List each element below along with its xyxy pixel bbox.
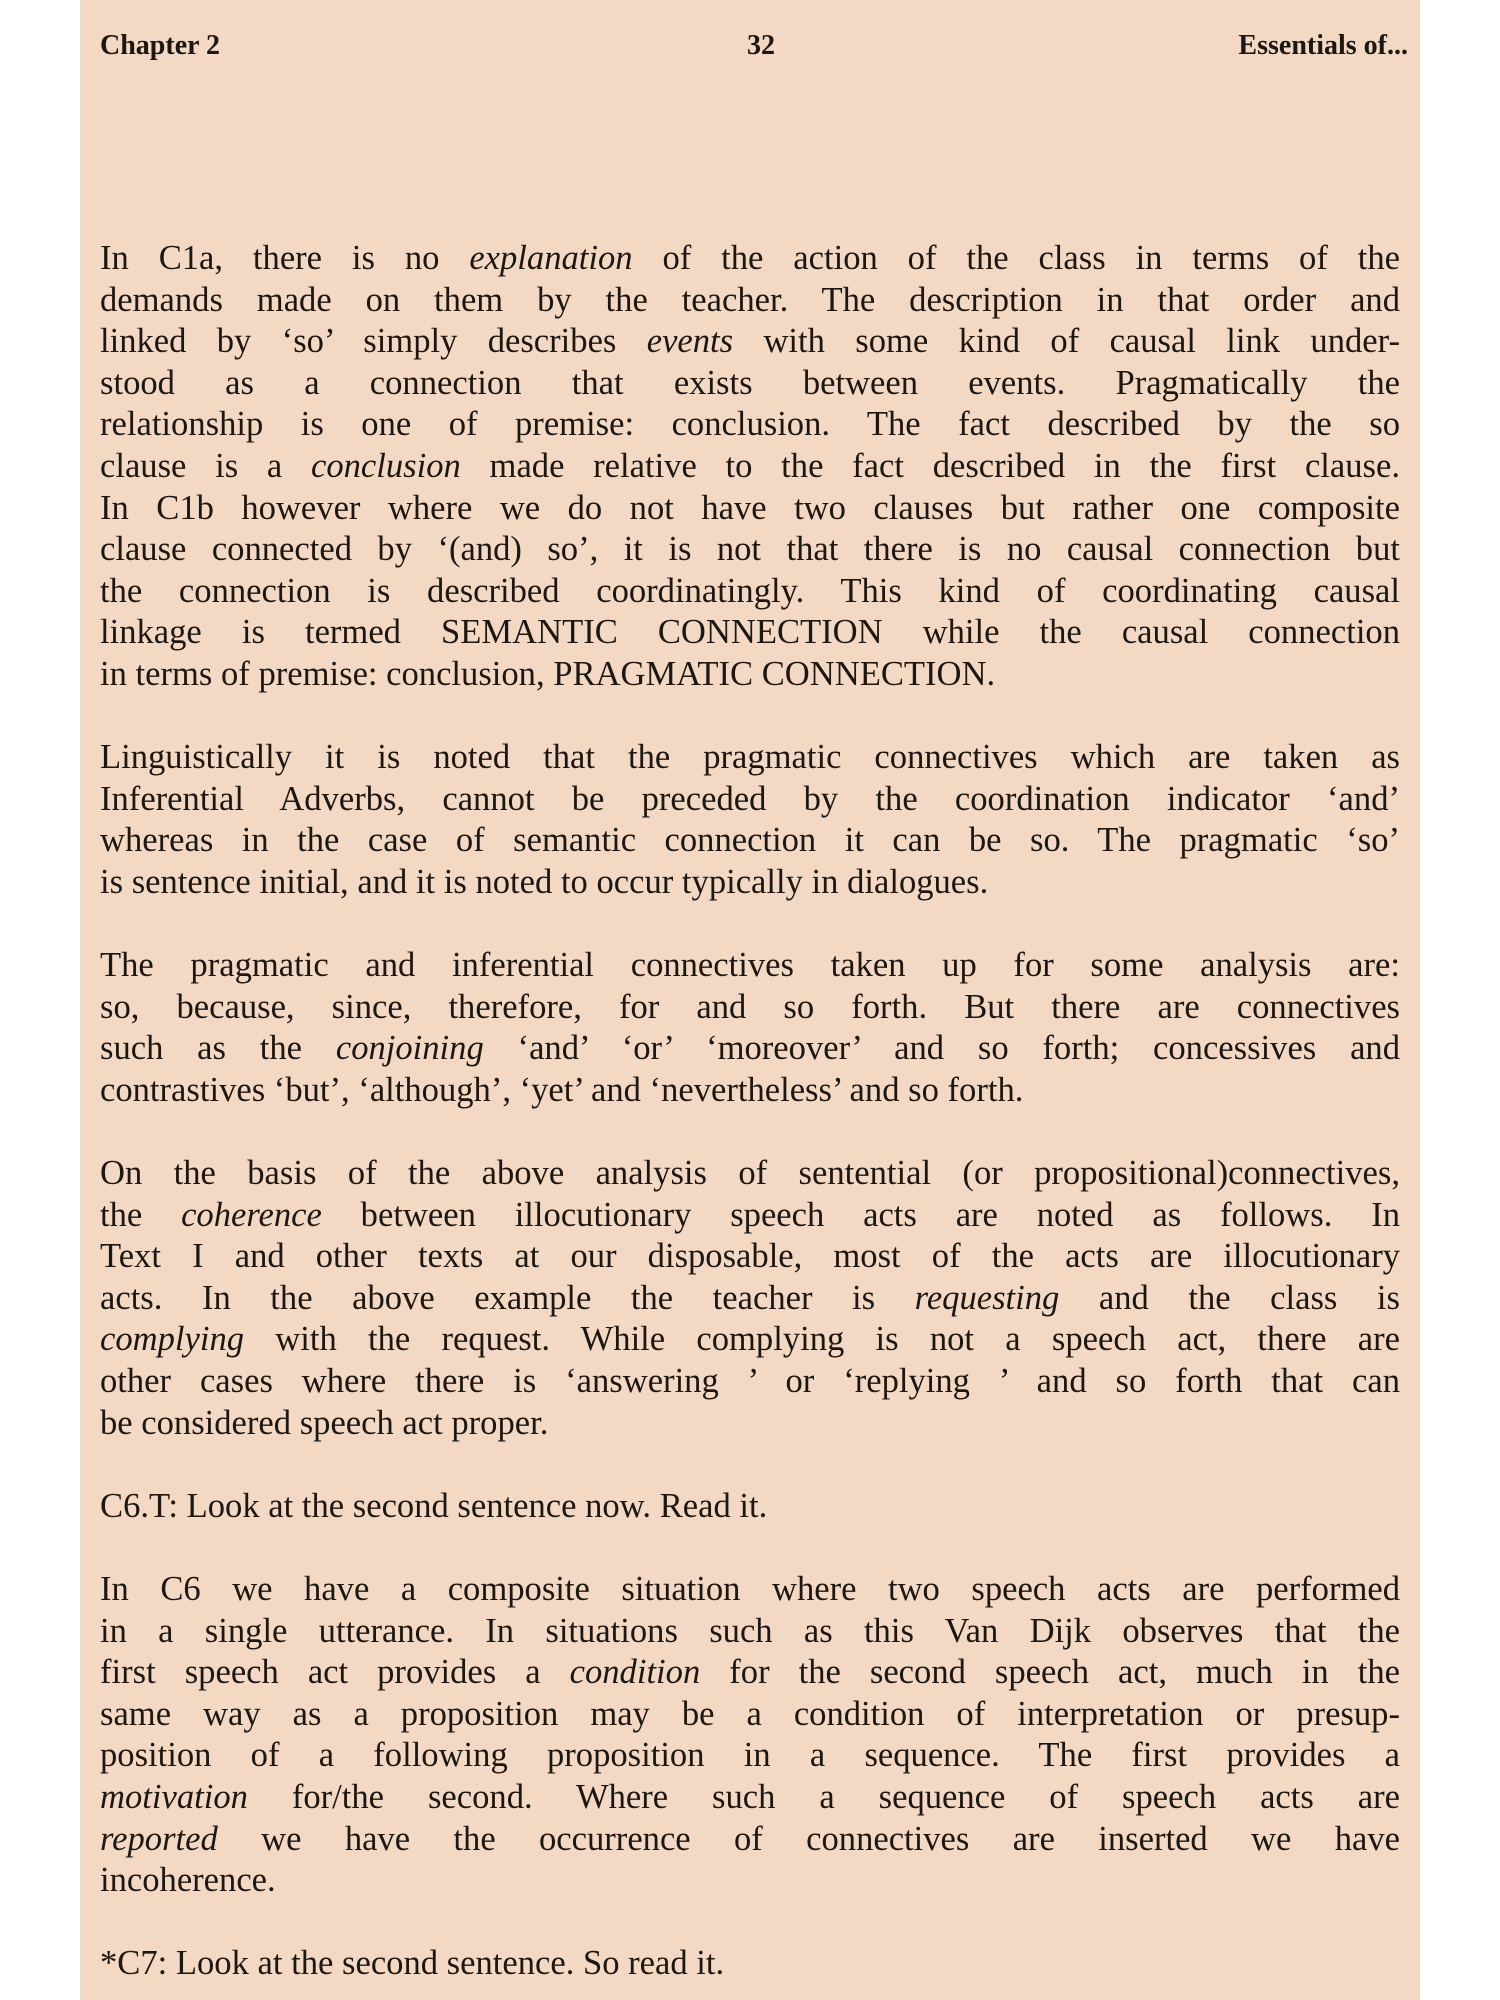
text-line <box>100 862 1400 904</box>
text-run: C6.T: Look at the second sentence now. Read it. <box>100 1486 768 1525</box>
text-line <box>100 612 1400 654</box>
text-run: first speech act provides a <box>100 1653 570 1692</box>
text-line <box>100 945 1400 987</box>
text-line <box>100 1403 1400 1445</box>
text-run: whereas in the case of semantic connection it can be so. The pragmatic ‘so’ <box>100 821 1400 860</box>
text-run: such as the <box>100 1029 336 1068</box>
text-run: incoherence. <box>100 1861 276 1900</box>
italic-term: complying <box>100 1320 245 1359</box>
text-line <box>100 1070 1400 1112</box>
running-title: Essentials of... <box>1238 30 1408 61</box>
text-line <box>100 1777 1400 1819</box>
text-run: in terms of premise: conclusion, PRAGMATIC CONNECTION. <box>100 654 996 693</box>
text-line <box>100 1694 1400 1736</box>
text-line <box>100 446 1400 488</box>
text-run: In C1a, there is no <box>100 239 470 277</box>
italic-term: reported <box>100 1819 218 1858</box>
text-line <box>100 820 1400 862</box>
italic-term: events <box>646 322 734 361</box>
text-run: linked by ‘so’ simply describes <box>100 322 647 361</box>
text-run: linkage is termed SEMANTIC CONNECTION while the causal connection <box>100 613 1400 652</box>
text-run: other cases where there is ‘answering ’ or ‘replying ’ and so forth that can <box>100 1362 1400 1401</box>
text-line <box>100 529 1400 571</box>
text-run: Text I and other texts at our disposable, most of the acts are illocutionary <box>100 1237 1400 1276</box>
text-run: contrastives ‘but’, ‘although’, ‘yet’ and ‘nevertheless’ and so forth. <box>100 1070 1024 1109</box>
text-run: In C6 we have a composite situation where two speech acts are performed <box>100 1570 1400 1608</box>
paragraph-gap <box>100 1527 1400 1569</box>
text-run: the <box>100 1195 182 1234</box>
page-number: 32 <box>747 30 775 61</box>
text-line <box>100 363 1400 405</box>
text-line <box>100 1652 1400 1694</box>
running-header <box>100 30 1408 70</box>
text-run: is sentence initial, and it is noted to occur typically in dialogues. <box>100 862 989 901</box>
text-line <box>100 987 1400 1029</box>
text-run: with some kind of causal link under- <box>733 322 1400 361</box>
text-run: relationship is one of premise: conclusion. The fact described by the so <box>100 405 1400 444</box>
paragraph-gap <box>100 696 1400 738</box>
text-run: In C1b however where we do not have two clauses but rather one composite <box>100 488 1400 527</box>
text-run: stood as a connection that exists between events. Pragmatically the <box>100 363 1400 402</box>
chapter-label: Chapter 2 <box>100 30 221 61</box>
paragraph-gap <box>100 1111 1400 1153</box>
text-line <box>100 1486 1400 1528</box>
text-run: demands made on them by the teacher. The description in that order and <box>100 280 1400 319</box>
text-run: Inferential Adverbs, cannot be preceded by the coordination indicator ‘and’ <box>100 779 1400 818</box>
text-run: clause connected by ‘(and) so’, it is not that there is no causal connection but <box>100 530 1400 569</box>
italic-term: coherence <box>181 1195 322 1234</box>
text-run: and the class is <box>1059 1278 1400 1317</box>
text-run: On the basis of the above analysis of sentential (or propositional)connectives, <box>100 1154 1400 1193</box>
text-line <box>100 1819 1400 1861</box>
text-run: in a single utterance. In situations such as this Van Dijk observes that the <box>100 1611 1400 1650</box>
paragraph-gap <box>100 904 1400 946</box>
text-line <box>100 1028 1400 1070</box>
text-run: *C7: Look at the second sentence. So read it. <box>100 1944 725 1983</box>
text-run: same way as a proposition may be a condition of interpretation or presup- <box>100 1694 1400 1733</box>
text-line <box>100 238 1400 280</box>
text-run: of the action of the class in terms of the <box>632 239 1400 277</box>
text-line <box>100 1361 1400 1403</box>
text-run: we have the occurrence of connectives are inserted we have <box>217 1819 1400 1858</box>
italic-term: motivation <box>100 1777 248 1816</box>
text-line <box>100 1943 1400 1985</box>
text-run: acts. In the above example the teacher is <box>100 1278 915 1317</box>
text-line <box>100 280 1400 322</box>
text-run: be considered speech act proper. <box>100 1403 549 1442</box>
text-line <box>100 1195 1400 1237</box>
text-line <box>100 737 1400 779</box>
italic-term: conjoining <box>335 1029 484 1068</box>
paragraph-gap <box>100 1902 1400 1944</box>
text-run: for/the second. Where such a sequence of speech acts are <box>247 1777 1400 1816</box>
text-run: clause is a <box>100 446 311 485</box>
text-line <box>100 488 1400 530</box>
text-line <box>100 1735 1400 1777</box>
paragraph-gap <box>100 1444 1400 1486</box>
text-line <box>100 1611 1400 1653</box>
text-run: Linguistically it is noted that the pragmatic connectives which are taken as <box>100 738 1400 777</box>
text-line <box>100 321 1400 363</box>
italic-term: condition <box>569 1653 701 1692</box>
text-line <box>100 779 1400 821</box>
italic-term: conclusion <box>311 446 461 485</box>
text-run: made relative to the fact described in the first clause. <box>460 446 1400 485</box>
text-line <box>100 1860 1400 1902</box>
text-run: The pragmatic and inferential connectives taken up for some analysis are: <box>100 946 1400 985</box>
text-run: so, because, since, therefore, for and so forth. But there are connectives <box>100 987 1400 1026</box>
text-run: position of a following proposition in a sequence. The first provides a <box>100 1736 1400 1775</box>
text-line <box>100 1153 1400 1195</box>
text-run: between illocutionary speech acts are noted as follows. In <box>321 1195 1401 1234</box>
text-run: for the second speech act, much in the <box>700 1653 1400 1692</box>
text-run: with the request. While complying is not a speech act, there are <box>244 1320 1400 1359</box>
italic-term: requesting <box>914 1278 1060 1317</box>
italic-term: explanation <box>469 239 633 277</box>
text-line <box>100 1569 1400 1611</box>
text-run: the connection is described coordinatingly. This kind of coordinating causal <box>100 571 1400 610</box>
text-line <box>100 1319 1400 1361</box>
text-line <box>100 1278 1400 1320</box>
text-run: ‘and’ ‘or’ ‘moreover’ and so forth; concessives and <box>483 1029 1400 1068</box>
text-line <box>100 1236 1400 1278</box>
body-text <box>100 238 1400 1985</box>
text-line <box>100 654 1400 696</box>
text-line <box>100 571 1400 613</box>
document-page <box>80 0 1420 2000</box>
text-line <box>100 404 1400 446</box>
